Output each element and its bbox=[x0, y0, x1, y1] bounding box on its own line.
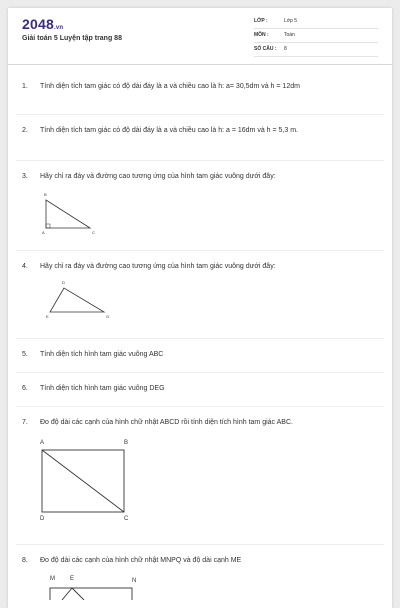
question-number: 4. bbox=[22, 263, 28, 270]
question-number: 7. bbox=[22, 419, 28, 426]
question-3 bbox=[22, 172, 382, 184]
divider bbox=[16, 544, 384, 545]
site-logo[interactable] bbox=[22, 16, 63, 32]
question-2 bbox=[22, 126, 382, 148]
divider bbox=[16, 250, 384, 251]
question-text: Đo độ dài các cạnh của hình chữ nhật ABCD rồi tính diện tích hình tam giác ABC. bbox=[40, 419, 293, 426]
question-4 bbox=[22, 262, 382, 274]
question-text: Đo độ dài các cạnh của hình chữ nhật MNPQ và độ dài cạnh ME bbox=[40, 557, 242, 564]
meta-class-row bbox=[254, 16, 378, 29]
question-5 bbox=[22, 350, 382, 362]
question-number: 3. bbox=[22, 173, 28, 180]
triangle-abc-drawing bbox=[38, 192, 108, 238]
meta-class-label: LỚP : bbox=[254, 18, 268, 24]
question-text: Tính diện tích tam giác có độ dài đáy là a và chiều cao là h: a= 30,5dm và h = 12dm bbox=[40, 83, 300, 90]
logo-tld: .vn bbox=[53, 25, 64, 31]
question-7 bbox=[22, 418, 382, 430]
vertex-e-label: E bbox=[70, 576, 75, 582]
question-8 bbox=[22, 556, 382, 568]
question-text: Hãy chỉ ra đáy và đường cao tương ứng của hình tam giác vuông dưới đây: bbox=[40, 173, 276, 180]
vertex-e-label: E bbox=[46, 314, 49, 319]
meta-class-value: Lớp 5 bbox=[284, 18, 298, 24]
divider bbox=[16, 338, 384, 339]
vertex-c-label: C bbox=[92, 230, 95, 235]
vertex-d-label: D bbox=[62, 280, 65, 285]
vertex-b-label: B bbox=[44, 192, 47, 197]
divider bbox=[16, 372, 384, 373]
meta-count-row bbox=[254, 44, 378, 57]
question-text: Tính diện tích hình tam giác vuông DEG bbox=[40, 385, 165, 392]
logo-number: 2048 bbox=[22, 16, 54, 32]
document-page bbox=[8, 8, 392, 608]
question-number: 1. bbox=[22, 83, 28, 90]
vertex-b-label: B bbox=[124, 440, 129, 446]
divider bbox=[16, 160, 384, 161]
meta-subject-label: MÔN : bbox=[254, 32, 269, 38]
triangle-deg-drawing bbox=[42, 280, 122, 326]
figure-rectangle-abcd bbox=[36, 438, 136, 528]
divider bbox=[16, 406, 384, 407]
meta-count-label: SỐ CÂU : bbox=[254, 46, 277, 52]
figure-triangle-abc bbox=[38, 192, 108, 238]
vertex-m-label: M bbox=[50, 576, 55, 582]
vertex-a-label: A bbox=[42, 230, 45, 235]
question-text: Hãy chỉ ra đáy và đường cao tương ứng của hình tam giác vuông dưới đây: bbox=[40, 263, 276, 270]
figure-rectangle-mnpq bbox=[42, 574, 152, 600]
question-1 bbox=[22, 82, 382, 104]
question-number: 5. bbox=[22, 351, 28, 358]
vertex-g-label: G bbox=[106, 314, 110, 319]
question-number: 2. bbox=[22, 127, 28, 134]
meta-count-value: 8 bbox=[284, 46, 287, 52]
question-6 bbox=[22, 384, 382, 396]
rectangle-abcd-drawing bbox=[36, 438, 136, 528]
divider bbox=[16, 114, 384, 115]
vertex-c-label: C bbox=[124, 516, 129, 522]
vertex-n-label: N bbox=[132, 578, 137, 584]
vertex-d-label: D bbox=[40, 516, 45, 522]
meta-subject-row bbox=[254, 30, 378, 43]
vertex-a-label: A bbox=[40, 440, 45, 446]
figure-triangle-deg bbox=[42, 280, 122, 326]
question-number: 6. bbox=[22, 385, 28, 392]
question-text: Tính diện tích hình tam giác vuông ABC bbox=[40, 351, 164, 358]
page-title: Giải toán 5 Luyện tập trang 88 bbox=[22, 35, 122, 42]
question-number: 8. bbox=[22, 557, 28, 564]
meta-subject-value: Toán bbox=[284, 32, 295, 38]
document-header bbox=[8, 8, 392, 65]
question-text: Tính diện tích tam giác có độ dài đáy là a và chiều cao là h: a = 16dm và h = 5,3 m. bbox=[40, 127, 298, 134]
